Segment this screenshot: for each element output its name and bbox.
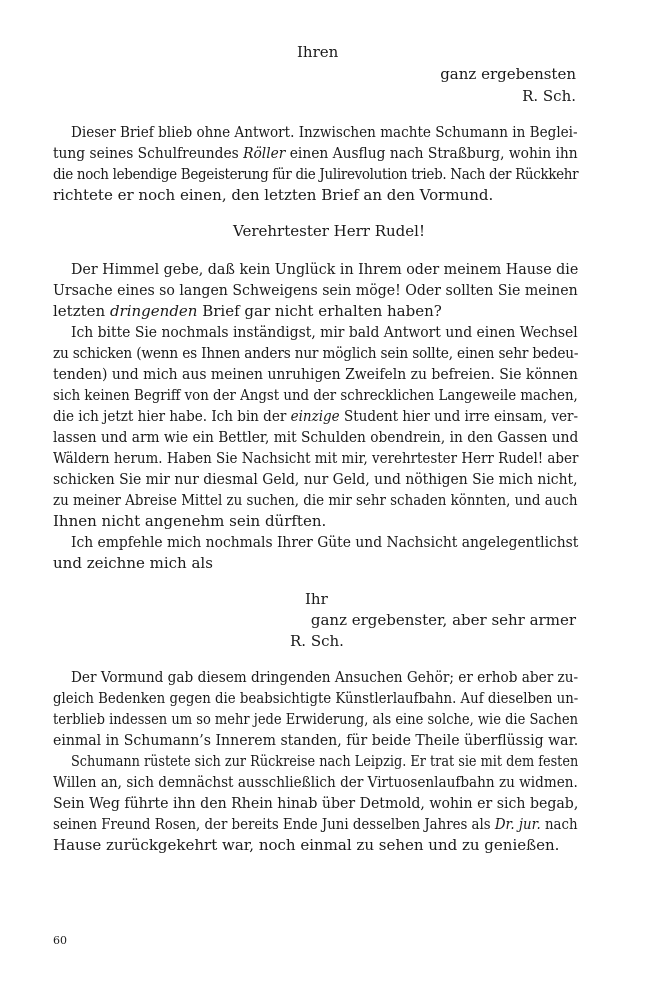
letter-line: sich keinen Begriff von der Angst und der schrecklichen Langeweile machen, [53, 386, 578, 404]
closing2-salutation: Ihr [305, 590, 328, 608]
text-run: tung seines Schulfreundes [53, 144, 244, 162]
italic-abbrev: Dr. jur. [494, 815, 541, 833]
letter-line: schicken Sie mir nur diesmal Geld, nur Geld, und nöthigen Sie mich nicht, [53, 470, 578, 488]
letter-line: tenden) und mich aus meinen unruhigen Zweifeln zu befreien. Sie können [53, 365, 578, 383]
paragraph4-line: Hause zurückgekehrt war, noch einmal zu sehen und zu genießen. [53, 836, 560, 854]
italic-name: Röller [243, 144, 286, 162]
paragraph3-line: Der Vormund gab diesem dringenden Ansuchen Gehör; er erhob aber zu- [71, 668, 579, 686]
paragraph4-line [53, 814, 578, 834]
paragraph4-line: Willen an, sich demnächst ausschließlich der Virtuosenlaufbahn zu widmen. [53, 773, 578, 791]
letter-line: Wäldern herum. Haben Sie Nachsicht mit mir, verehrtester Herr Rudel! aber [53, 449, 579, 467]
paragraph4-line: Schumann rüstete sich zur Rückreise nach Leipzig. Er trat sie mit dem festen [71, 752, 579, 770]
letter-line: Der Himmel gebe, daß kein Unglück in Ihrem oder meinem Hause die [71, 260, 579, 278]
letter-line: und zeichne mich als [53, 554, 213, 572]
paragraph3-line: gleich Bedenken gegen die beabsichtigte Künstlerlaufbahn. Auf dieselben un- [53, 689, 579, 707]
text-run: letzten [53, 302, 110, 320]
closing2-phrase: ganz ergebenster, aber sehr armer [310, 611, 576, 629]
page-number: 60 [53, 934, 67, 947]
letter-line [53, 406, 578, 426]
closing2-signature: R. Sch. [290, 632, 344, 650]
closing1-signature: R. Sch. [522, 87, 576, 105]
italic-word: dringenden [109, 302, 198, 320]
letter-line: lassen und arm wie ein Bettler, mit Schulden obendrein, in den Gassen und [53, 428, 579, 446]
letter-line: Ich empfehle mich nochmals Ihrer Güte und Nachsicht angelegentlichst [71, 533, 579, 551]
letter-line: Ursache eines so langen Schweigens sein möge! Oder sollten Sie meinen [53, 281, 578, 299]
letter-line: Ihnen nicht angenehm sein dürften. [53, 512, 327, 530]
text-run: Brief gar nicht erhalten haben? [197, 302, 442, 320]
text-run: die ich jetzt hier habe. Ich bin der [53, 407, 291, 425]
paragraph1-line [53, 143, 578, 163]
closing1-salutation: Ihren [297, 43, 339, 61]
letter-line [53, 301, 442, 321]
letter-heading: Verehrtester Herr Rudel! [233, 222, 425, 240]
paragraph1-line: die noch lebendige Begeisterung für die Julirevolution trieb. Nach der Rückkehr [53, 165, 579, 183]
letter-line: Ich bitte Sie nochmals inständigst, mir bald Antwort und einen Wechsel [71, 323, 578, 341]
letter-line: zu schicken (wenn es Ihnen anders nur möglich sein sollte, einen sehr bedeu- [53, 344, 579, 362]
paragraph1-line: Dieser Brief blieb ohne Antwort. Inzwischen machte Schumann in Beglei- [71, 123, 578, 141]
closing1-phrase: ganz ergebensten [440, 65, 576, 83]
paragraph4-line: Sein Weg führte ihn den Rhein hinab über Detmold, wohin er sich begab, [53, 794, 579, 812]
paragraph1-line: richtete er noch einen, den letzten Brief an den Vormund. [53, 186, 494, 204]
paragraph3-line: terblieb indessen um so mehr jede Erwiderung, als eine solche, wie die Sachen [53, 710, 578, 728]
text-run: Student hier und irre einsam, ver- [339, 407, 579, 425]
paragraph3-line: einmal in Schumann’s Innerem standen, für beide Theile überflüssig war. [53, 731, 579, 749]
text-run: nach [540, 815, 578, 833]
text-run: einen Ausflug nach Straßburg, wohin ihn [285, 144, 578, 162]
text-run: seinen Freund Rosen, der bereits Ende Juni desselben Jahres als [53, 815, 495, 833]
letter-line: zu meiner Abreise Mittel zu suchen, die mir sehr schaden könnten, und auch [53, 491, 578, 509]
italic-word: einzige [290, 407, 340, 425]
